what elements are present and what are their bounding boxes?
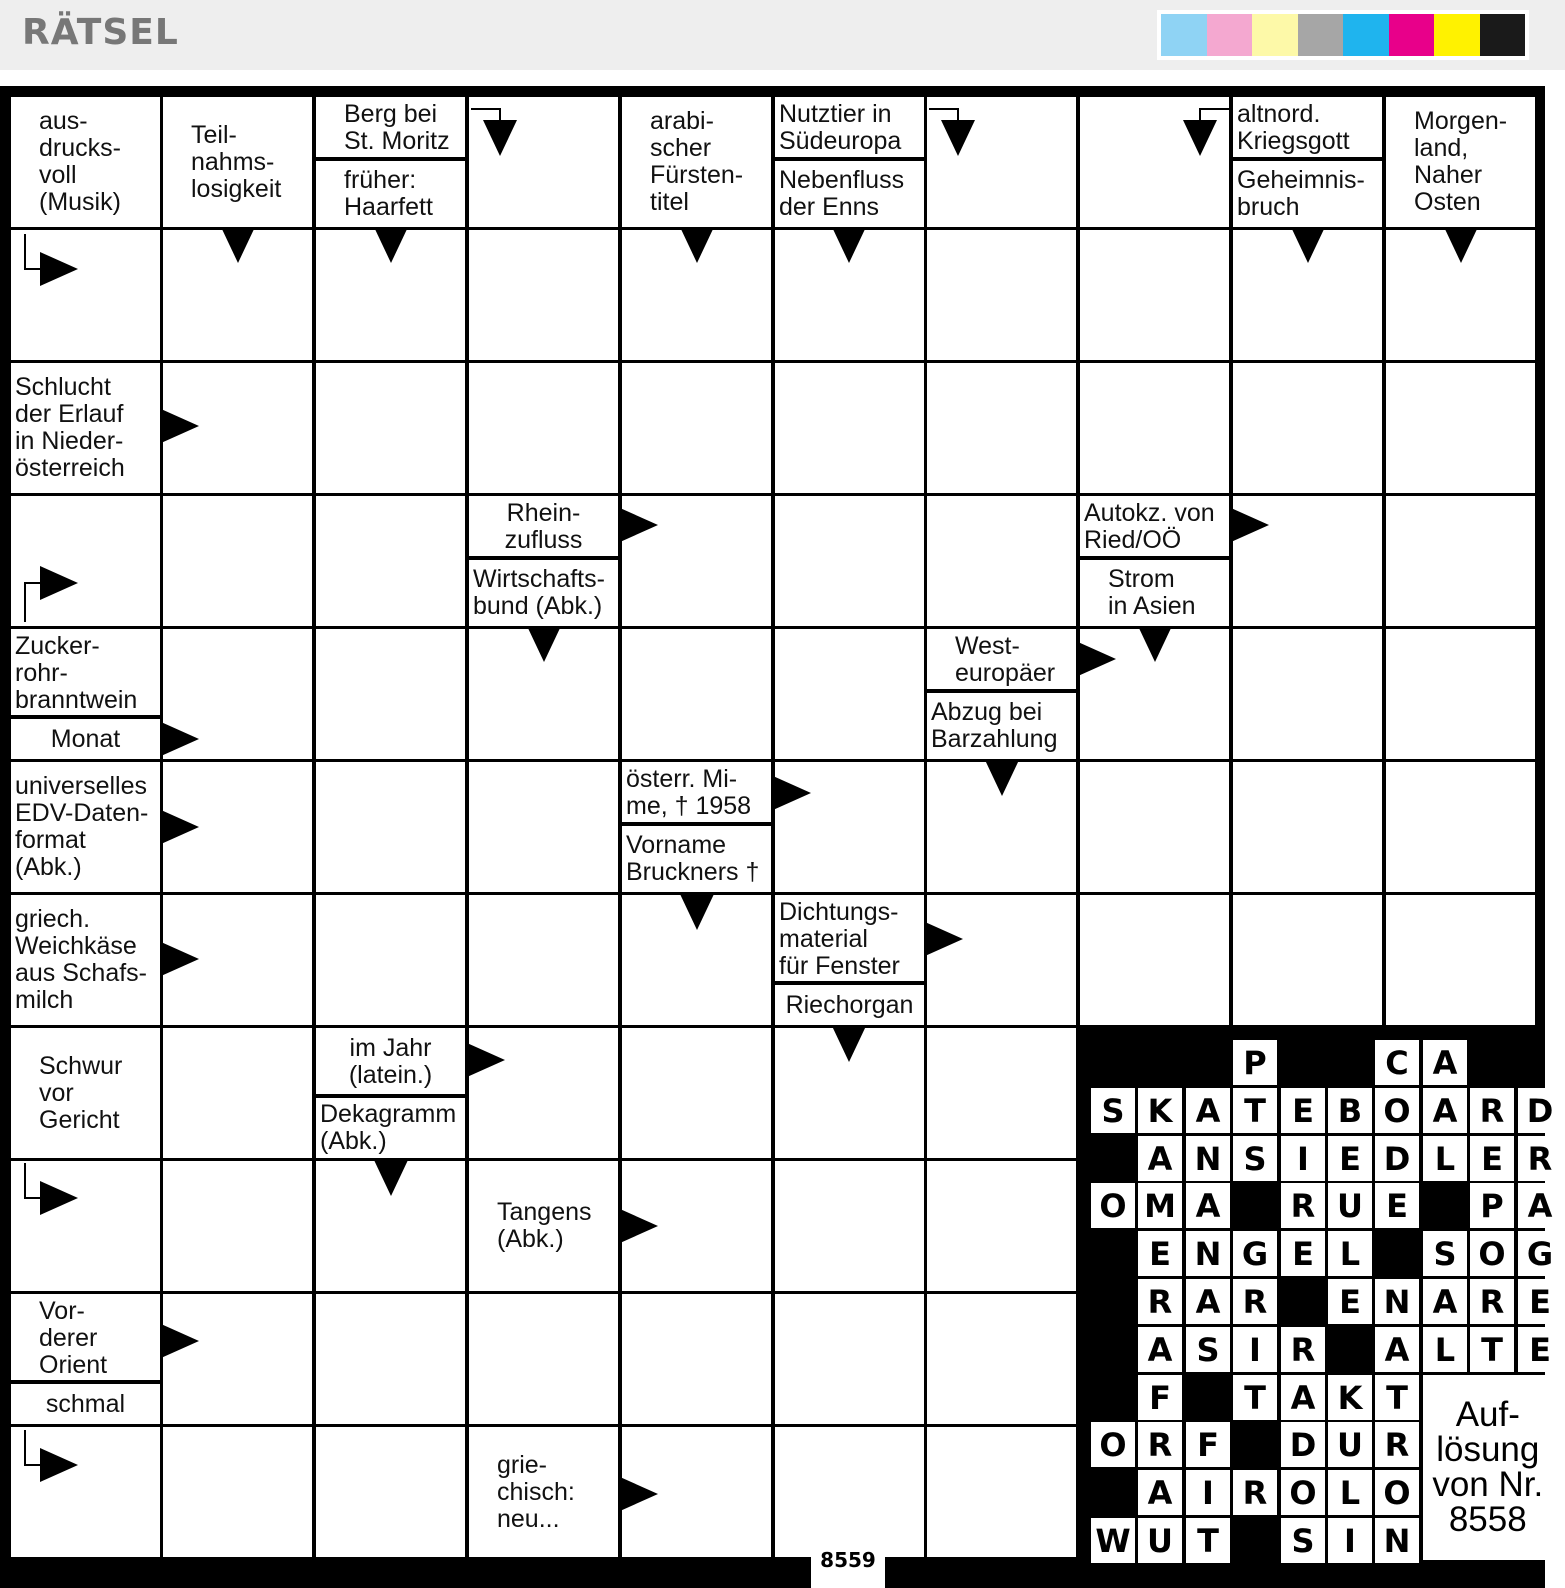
- answer-cell[interactable]: [927, 363, 1076, 493]
- arrow-right-icon: [1078, 642, 1116, 676]
- solution-letter: P: [1233, 1040, 1277, 1085]
- arrow-down-icon: [1138, 626, 1172, 662]
- answer-cell[interactable]: [316, 1427, 465, 1557]
- arrow-right-icon: [161, 942, 199, 976]
- solution-letter: F: [1138, 1375, 1182, 1420]
- clue-cell: [927, 629, 1076, 759]
- solution-letter: G: [1518, 1231, 1562, 1276]
- clue-text: aus- drucks- voll (Musik): [11, 97, 160, 227]
- solution-letter: I: [1328, 1518, 1372, 1563]
- answer-cell[interactable]: [1386, 762, 1535, 892]
- clue-text: Zucker- rohr- branntwein: [11, 629, 160, 717]
- arrow-down-icon: [941, 120, 975, 156]
- solution-caption: Auf- lösung von Nr. 8558: [1423, 1375, 1553, 1560]
- solution-letter: A: [1423, 1040, 1467, 1085]
- solution-letter: T: [1375, 1375, 1419, 1420]
- clue-text: Geheimnis- bruch: [1233, 161, 1382, 227]
- answer-cell[interactable]: [469, 895, 618, 1025]
- arrow-right-icon: [620, 1477, 658, 1511]
- answer-cell[interactable]: [1233, 363, 1382, 493]
- answer-cell[interactable]: [316, 496, 465, 626]
- answer-cell[interactable]: [1386, 363, 1535, 493]
- solution-letter: R: [1375, 1422, 1419, 1467]
- clue-cell: [316, 97, 465, 227]
- solution-letter: D: [1518, 1088, 1562, 1133]
- solution-letter: A: [1423, 1279, 1467, 1324]
- solution-letter: O: [1375, 1470, 1419, 1515]
- answer-cell[interactable]: [775, 496, 924, 626]
- answer-cell[interactable]: [1080, 762, 1229, 892]
- solution-letter: D: [1281, 1422, 1325, 1467]
- clue-text: im Jahr (latein.): [316, 1028, 465, 1096]
- answer-cell[interactable]: [163, 496, 312, 626]
- clue-cell: [11, 629, 160, 759]
- solution-letter: E: [1518, 1279, 1562, 1324]
- solution-letter: B: [1328, 1088, 1372, 1133]
- solution-letter: A: [1186, 1088, 1230, 1133]
- solution-letter: A: [1138, 1327, 1182, 1372]
- clue-text: österr. Mi- me, † 1958: [622, 762, 771, 824]
- clue-text: Berg bei St. Moritz: [316, 97, 465, 159]
- answer-cell[interactable]: [927, 496, 1076, 626]
- answer-cell[interactable]: [469, 97, 618, 227]
- arrow-right-icon: [161, 722, 199, 756]
- arrow-right-icon: [1231, 508, 1269, 542]
- solution-letter: O: [1091, 1183, 1135, 1228]
- solution-letter: T: [1233, 1375, 1277, 1420]
- answer-cell[interactable]: [775, 363, 924, 493]
- clue-cell: [775, 97, 924, 227]
- arrow-right-icon: [773, 776, 811, 810]
- solution-letter: R: [1281, 1327, 1325, 1372]
- arrow-down-icon: [832, 1026, 866, 1062]
- solution-letter: E: [1328, 1279, 1372, 1324]
- solution-letter: E: [1328, 1136, 1372, 1181]
- clue-text: Autokz. von Ried/OÖ: [1080, 496, 1229, 558]
- arrow-right-icon: [40, 1448, 78, 1482]
- solution-letter: S: [1423, 1231, 1467, 1276]
- solution-letter: R: [1233, 1279, 1277, 1324]
- crossword-grid: [0, 86, 1554, 1588]
- solution-letter: I: [1233, 1327, 1277, 1372]
- color-swatch: [1434, 14, 1480, 56]
- arrow-down-icon: [221, 227, 255, 263]
- answer-cell[interactable]: [316, 762, 465, 892]
- solution-letter: C: [1375, 1040, 1419, 1085]
- arrow-right-icon: [40, 566, 78, 600]
- answer-cell[interactable]: [1080, 363, 1229, 493]
- answer-cell[interactable]: [11, 1427, 160, 1557]
- solution-letter: A: [1186, 1183, 1230, 1228]
- arrow-right-icon: [467, 1043, 505, 1077]
- solution-letter: O: [1091, 1422, 1135, 1467]
- answer-cell[interactable]: [927, 895, 1076, 1025]
- clue-text: Tangens (Abk.): [469, 1161, 618, 1291]
- solution-letter: L: [1328, 1470, 1372, 1515]
- answer-cell[interactable]: [775, 1427, 924, 1557]
- arrow-down-icon: [1291, 227, 1325, 263]
- solution-letter: N: [1186, 1231, 1230, 1276]
- answer-cell[interactable]: [622, 1028, 771, 1158]
- solution-letter: P: [1470, 1183, 1514, 1228]
- solution-letter: A: [1281, 1375, 1325, 1420]
- solution-letter: E: [1518, 1327, 1562, 1372]
- solution-letter: A: [1138, 1136, 1182, 1181]
- solution-letter: W: [1091, 1518, 1135, 1563]
- color-swatch: [1389, 14, 1435, 56]
- solution-letter: K: [1328, 1375, 1372, 1420]
- clue-text: Nebenfluss der Enns: [775, 161, 924, 227]
- answer-cell[interactable]: [163, 1294, 312, 1424]
- arrow-right-icon: [161, 810, 199, 844]
- arrow-down-icon: [985, 760, 1019, 796]
- arrow-down-icon: [1183, 120, 1217, 156]
- clue-cell: [1080, 496, 1229, 626]
- answer-cell[interactable]: [1386, 496, 1535, 626]
- answer-cell[interactable]: [469, 363, 618, 493]
- arrow-right-icon: [40, 252, 78, 286]
- answer-cell[interactable]: [622, 629, 771, 759]
- answer-cell[interactable]: [163, 1161, 312, 1291]
- clue-cell: [775, 895, 924, 1025]
- solution-letter: R: [1470, 1088, 1514, 1133]
- answer-cell[interactable]: [1080, 895, 1229, 1025]
- arrow-right-icon: [40, 1181, 78, 1215]
- answer-cell[interactable]: [11, 230, 160, 360]
- clue-cell: [469, 496, 618, 626]
- solution-letter: S: [1233, 1136, 1277, 1181]
- clue-text: universelles EDV-Daten- format (Abk.): [11, 762, 160, 892]
- answer-cell[interactable]: [1386, 895, 1535, 1025]
- clue-text: Wirtschafts- bund (Abk.): [469, 560, 618, 626]
- answer-cell[interactable]: [927, 1028, 1076, 1158]
- arrow-right-icon: [925, 922, 963, 956]
- answer-cell[interactable]: [316, 1294, 465, 1424]
- answer-cell[interactable]: [1080, 230, 1229, 360]
- arrow-right-icon: [620, 508, 658, 542]
- solution-letter: N: [1186, 1136, 1230, 1181]
- solution-letter: I: [1186, 1470, 1230, 1515]
- solution-letter: S: [1091, 1088, 1135, 1133]
- solution-letter: L: [1328, 1231, 1372, 1276]
- clue-cell: [163, 97, 312, 227]
- solution-letter: R: [1138, 1422, 1182, 1467]
- color-swatch: [1343, 14, 1389, 56]
- clue-cell: [1233, 97, 1382, 227]
- clue-text: Schlucht der Erlauf in Nieder- österreich: [11, 363, 160, 493]
- answer-cell[interactable]: [469, 230, 618, 360]
- arrow-down-icon: [680, 894, 714, 930]
- clue-text: früher: Haarfett: [316, 161, 465, 227]
- clue-text: Morgen- land, Naher Osten: [1386, 97, 1535, 227]
- clue-cell: [622, 762, 771, 892]
- arrow-right-icon: [161, 409, 199, 443]
- solution-letter: A: [1518, 1183, 1562, 1228]
- solution-letter: E: [1375, 1183, 1419, 1228]
- solution-letter: M: [1138, 1183, 1182, 1228]
- solution-letter: A: [1423, 1088, 1467, 1133]
- color-swatch: [1252, 14, 1298, 56]
- page-title: RÄTSEL: [22, 12, 179, 53]
- answer-cell[interactable]: [469, 1294, 618, 1424]
- answer-cell[interactable]: [316, 629, 465, 759]
- puzzle-number: 8559: [811, 1548, 885, 1588]
- print-color-bar: [1157, 10, 1529, 60]
- color-swatch: [1207, 14, 1253, 56]
- answer-cell[interactable]: [1386, 629, 1535, 759]
- clue-text: Dekagramm (Abk.): [316, 1098, 465, 1158]
- clue-text: grie- chisch: neu...: [469, 1427, 618, 1557]
- clue-cell: [11, 895, 160, 1025]
- clue-text: altnord. Kriegsgott: [1233, 97, 1382, 159]
- answer-cell[interactable]: [775, 1161, 924, 1291]
- answer-cell[interactable]: [927, 230, 1076, 360]
- solution-letter: L: [1423, 1136, 1467, 1181]
- clue-cell: [316, 1028, 465, 1158]
- answer-cell[interactable]: [775, 629, 924, 759]
- solution-letter: R: [1470, 1279, 1514, 1324]
- answer-cell[interactable]: [927, 1161, 1076, 1291]
- solution-letter: A: [1186, 1279, 1230, 1324]
- solution-letter: K: [1138, 1088, 1182, 1133]
- clue-cell: [11, 1294, 160, 1424]
- clue-text: griech. Weichkäse aus Schafs- milch: [11, 895, 160, 1025]
- answer-cell[interactable]: [163, 1028, 312, 1158]
- solution-letter: O: [1470, 1231, 1514, 1276]
- clue-text: Nutztier in Südeuropa: [775, 97, 924, 159]
- arrow-down-icon: [680, 227, 714, 263]
- clue-text: Vorname Bruckners †: [622, 826, 771, 892]
- color-swatch: [1161, 14, 1207, 56]
- color-swatch: [1298, 14, 1344, 56]
- solution-letter: S: [1186, 1327, 1230, 1372]
- solution-letter: T: [1470, 1327, 1514, 1372]
- answer-cell[interactable]: [316, 363, 465, 493]
- answer-cell[interactable]: [11, 496, 160, 626]
- solution-letter: L: [1423, 1327, 1467, 1372]
- clue-text: Monat: [11, 719, 160, 759]
- header-bar: [0, 0, 1565, 70]
- clue-text: Schwur vor Gericht: [11, 1028, 160, 1158]
- clue-cell: [469, 1427, 618, 1557]
- answer-cell[interactable]: [775, 1294, 924, 1424]
- clue-text: arabi- scher Fürsten- titel: [622, 97, 771, 227]
- clue-text: Strom in Asien: [1080, 560, 1229, 626]
- solution-letter: S: [1281, 1518, 1325, 1563]
- clue-text: West- europäer: [927, 629, 1076, 691]
- clue-text: Abzug bei Barzahlung: [927, 693, 1076, 759]
- clue-text: schmal: [11, 1384, 160, 1424]
- arrow-down-icon: [374, 227, 408, 263]
- clue-text: Riechorgan: [775, 985, 924, 1025]
- answer-cell[interactable]: [1233, 895, 1382, 1025]
- solution-letter: R: [1138, 1279, 1182, 1324]
- solution-letter: R: [1281, 1183, 1325, 1228]
- solution-letter: E: [1281, 1088, 1325, 1133]
- arrow-right-icon: [620, 1209, 658, 1243]
- solution-letter: T: [1233, 1088, 1277, 1133]
- clue-cell: [11, 1028, 160, 1158]
- arrow-right-icon: [161, 1324, 199, 1358]
- clue-cell: [11, 762, 160, 892]
- clue-cell: [11, 363, 160, 493]
- answer-cell[interactable]: [927, 97, 1076, 227]
- clue-cell: [11, 97, 160, 227]
- answer-cell[interactable]: [11, 1161, 160, 1291]
- answer-cell[interactable]: [1233, 629, 1382, 759]
- solution-letter: N: [1375, 1279, 1419, 1324]
- answer-cell[interactable]: [316, 895, 465, 1025]
- solution-letter: E: [1470, 1136, 1514, 1181]
- solution-letter: D: [1375, 1136, 1419, 1181]
- solution-letter: U: [1138, 1518, 1182, 1563]
- clue-text: Rhein- zufluss: [469, 496, 618, 558]
- clue-cell: [622, 97, 771, 227]
- solution-letter: T: [1186, 1518, 1230, 1563]
- solution-letter: O: [1375, 1088, 1419, 1133]
- arrow-down-icon: [1444, 227, 1478, 263]
- arrow-down-icon: [483, 120, 517, 156]
- solution-letter: A: [1375, 1327, 1419, 1372]
- clue-text: Vor- derer Orient: [11, 1294, 160, 1382]
- answer-cell[interactable]: [469, 762, 618, 892]
- clue-cell: [469, 1161, 618, 1291]
- arrow-down-icon: [527, 626, 561, 662]
- answer-cell[interactable]: [622, 1294, 771, 1424]
- solution-letter: R: [1233, 1470, 1277, 1515]
- clue-text: Dichtungs- material für Fenster: [775, 895, 924, 983]
- solution-letter: O: [1281, 1470, 1325, 1515]
- solution-letter: G: [1233, 1231, 1277, 1276]
- answer-cell[interactable]: [927, 1294, 1076, 1424]
- clue-text: Teil- nahms- losigkeit: [163, 97, 312, 227]
- solution-letter: I: [1281, 1136, 1325, 1181]
- solution-letter: E: [1138, 1231, 1182, 1276]
- answer-cell[interactable]: [622, 363, 771, 493]
- solution-letter: A: [1138, 1470, 1182, 1515]
- solution-letter: U: [1328, 1422, 1372, 1467]
- solution-letter: N: [1375, 1518, 1419, 1563]
- solution-letter: R: [1518, 1136, 1562, 1181]
- clue-cell: [1386, 97, 1535, 227]
- solution-letter: E: [1281, 1231, 1325, 1276]
- answer-cell[interactable]: [927, 1427, 1076, 1557]
- solution-letter: U: [1328, 1183, 1372, 1228]
- color-swatch: [1480, 14, 1526, 56]
- solution-letter: F: [1186, 1422, 1230, 1467]
- answer-cell[interactable]: [163, 1427, 312, 1557]
- arrow-down-icon: [832, 227, 866, 263]
- answer-cell[interactable]: [1233, 762, 1382, 892]
- answer-cell[interactable]: [1080, 97, 1229, 227]
- arrow-down-icon: [374, 1160, 408, 1196]
